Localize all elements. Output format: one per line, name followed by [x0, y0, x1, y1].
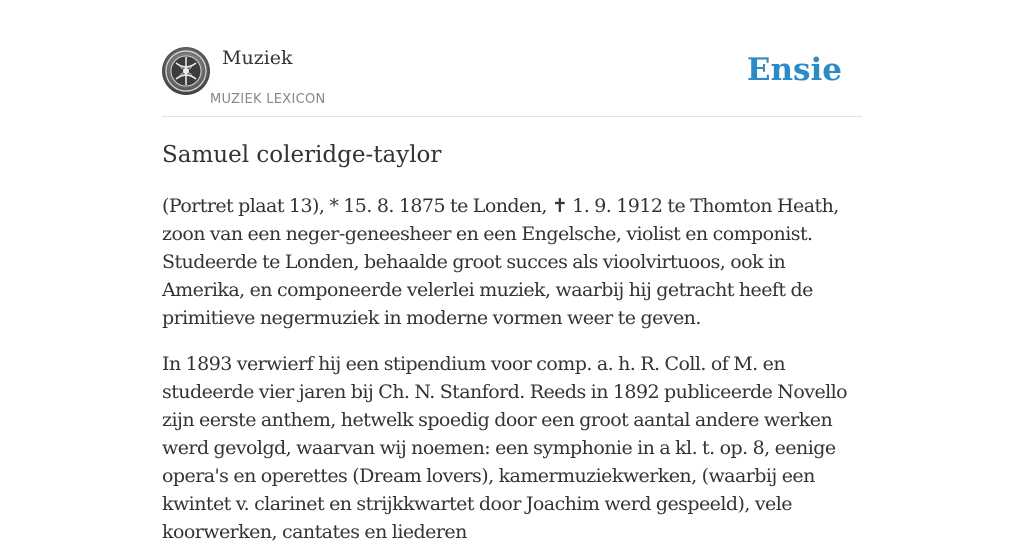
- article-title: Samuel coleridge-taylor: [162, 142, 442, 168]
- header: [162, 0, 862, 117]
- page: [162, 0, 862, 546]
- source-subtitle[interactable]: MUZIEK LEXICON: [210, 92, 326, 107]
- music-emblem-icon: [162, 47, 210, 95]
- source-avatar[interactable]: [162, 47, 210, 95]
- article-paragraph: In 1893 verwierf hij een stipendium voor comp. a. h. R. Coll. of M. en studeerde vier jaren bij Ch. N. Stanford. Reeds in 1892 publiceerde Novello zijn eerste anthem, hetwelk spoedig door een groot aantal andere werken werd gevolgd, waarvan wij noemen: een symphonie in a kl. t. op. 8, eenige opera's en operettes (Dream lovers), kamermuziekwerken, (waarbij een kwintet v. clarinet en strijkkwartet door Joachim werd gespeeld), vele koorwerken, cantates en liederen: [162, 353, 848, 543]
- brand-logo[interactable]: Ensie: [746, 52, 842, 88]
- article-paragraph: (Portret plaat 13), * 15. 8. 1875 te Londen, ✝ 1. 9. 1912 te Thomton Heath, zoon van een neger-geneesheer en een Engelsche, violist en componist. Studeerde te Londen, behaalde groot succes als vioolvirtuoos, ook in Amerika, en componeerde velerlei muziek, waarbij hij getracht heeft de primitieve negermuziek in moderne vormen weer te geven.: [162, 195, 839, 329]
- source-title[interactable]: Muziek: [222, 47, 293, 69]
